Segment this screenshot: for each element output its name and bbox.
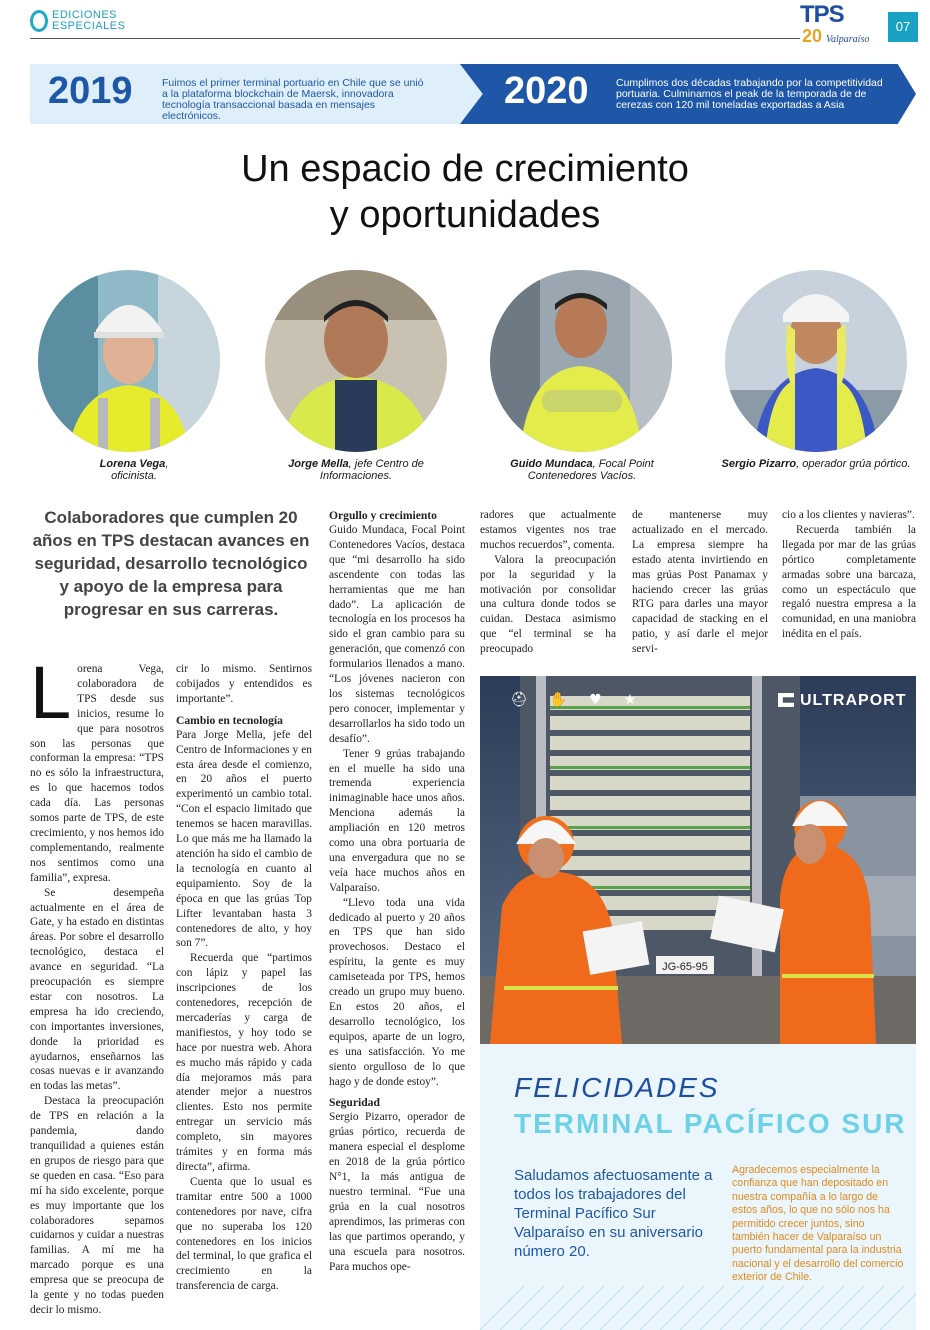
article-column-6 bbox=[782, 508, 916, 658]
drop-cap: L bbox=[30, 662, 72, 734]
ultraport-logo-icon bbox=[778, 693, 794, 707]
paragraph: Valora la preocupación por la seguridad y la motivación por consolidar una cultura donde todos se cuidan. Destaca asimismo que “el terminal se ha preocupado bbox=[480, 553, 616, 656]
tps-logo-years: 20 bbox=[802, 26, 823, 46]
ultraport-logo bbox=[778, 692, 906, 710]
brand-line-1: EDICIONES bbox=[52, 9, 118, 21]
caption-role: operador grúa pórtico. bbox=[802, 458, 911, 470]
header-divider bbox=[30, 38, 800, 39]
ad-headline-2: TERMINAL PACÍFICO SUR bbox=[514, 1108, 907, 1139]
ad-decorative-pattern bbox=[480, 1286, 916, 1330]
timeline-2019-text: Fuimos el primer terminal portuario en Chile que se unió a la plataforma blockchain de Maersk, innovadora tecnología transaccional basada en mensajes electrónicos. bbox=[162, 77, 424, 122]
ad-photo bbox=[480, 676, 916, 1044]
timeline-banner bbox=[30, 64, 916, 124]
year-2019: 2019 bbox=[48, 70, 133, 112]
care-icon: ♥ bbox=[589, 692, 602, 708]
paragraph: Destaca la preocupación de TPS en relación a la pandemia, dando tranquilidad a quienes están en grupos de riesgo para que se queden en casa. “Eso para mí ha sido excelente, porque es muy importante que los colaboradores sepamos cuidarnos y cuidar a nuestras familias. A mí me ha marcado porque es una empresa que se preocupa de la gente y no todas pueden decir lo mismo. bbox=[30, 1095, 164, 1316]
title-line-2: y oportunidades bbox=[329, 194, 601, 236]
ultraport-advertisement bbox=[480, 676, 916, 1330]
year-2020: 2020 bbox=[504, 70, 589, 112]
tps-logo-city: Valparaíso bbox=[826, 34, 870, 45]
tps-20-logo bbox=[800, 1, 880, 48]
caption-role: jefe Centro de Informaciones. bbox=[319, 458, 424, 482]
caption-name: Sergio Pizarro bbox=[721, 458, 797, 470]
page-number: 07 bbox=[888, 12, 918, 42]
timeline-2020-text: Cumplimos dos décadas trabajando por la competitividad portuaria. Culminamos el peak de la temporada de de cerezas con 120 mil toneladas exportadas a Asia bbox=[616, 77, 883, 111]
ad-headline-1: FELICIDADES bbox=[514, 1072, 720, 1103]
paragraph: cir lo mismo. Sentirnos cobijados y entendidos es importante”. bbox=[176, 663, 312, 705]
section-brand bbox=[52, 10, 125, 32]
caption-guido-mundaca: Guido Mundaca, Focal Point Contenedores Vacíos. bbox=[510, 458, 654, 482]
paragraph: Tener 9 grúas trabajando en el muelle ha sido una tremenda experiencia inimaginable hace unos años. Menciona además la ampliación en 120 metros como una obra portuaria de una envergadura que no se veía hace muchos años en Valparaíso. bbox=[329, 747, 465, 894]
article-column-4 bbox=[480, 508, 616, 658]
paragraph: Cuenta que lo usual es tramitar entre 500 a 1000 contenedores por nave, cifra que no superaba los 120 contenedores en los inicios del terminal, lo que grafica el crecimiento en la transferencia de carga. bbox=[176, 1175, 312, 1293]
helmet-icon: ⛑ bbox=[510, 692, 528, 708]
article-column-3 bbox=[329, 508, 465, 1330]
paragraph: “Llevo toda una vida dedicado al puerto y 20 años en TPS que han sido provechosos. Destaco el espíritu, la gente es muy camiseteada por TPS, hemos creado un grupo muy bueno. En estos 20 años, el desarrollo tecnológico, los equipos, aparte de un logro, es una satisfacción. Yo me siento orgulloso de lo que hago y de donde estoy”. bbox=[329, 896, 465, 1088]
article-column-5 bbox=[632, 508, 768, 658]
caption-name: Guido Mundaca bbox=[510, 458, 593, 470]
paragraph: radores que actualmente estamos vigentes nos trae muchos recuerdos”, comenta. bbox=[480, 509, 616, 551]
ad-icon-row bbox=[510, 692, 636, 708]
paragraph: Se desempeña actualmente en el área de Gate, y ha estado en distintas áreas. Por sobre el desarrollo tecnológico, destaca el avance en seguridad. “La preocupación es siempre estar con nosotros. La empresa ha ido creciendo, con importantes inversiones, donde la prioridad es ayudarnos, enseñarnos las cosas nuevas e ir avanzando en todas las metas”. bbox=[30, 886, 164, 1093]
subheading: Cambio en tecnología bbox=[176, 713, 283, 727]
portrait-lorena-vega bbox=[38, 270, 220, 452]
portrait-jorge-mella bbox=[265, 270, 447, 452]
ediciones-logo-icon bbox=[30, 10, 48, 32]
portrait-guido-mundaca bbox=[490, 270, 672, 452]
caption-name: Lorena Vega bbox=[99, 458, 166, 470]
article-lead: Colaboradores que cumplen 20 años en TPS destacan avances en seguridad, desarrollo tecnológico y apoyo de la empresa para progresar en sus carreras. bbox=[32, 508, 310, 619]
portrait-sergio-pizarro bbox=[725, 270, 907, 452]
paragraph: Para Jorge Mella, jefe del Centro de Informaciones y en esta área desde el comienzo, en 20 años el puerto experimentó un cambio total. “Con el espacio limitado que tenemos se hacen maravillas. Lo que más me ha llamado la atención ha sido el cambio de la tecnología en cuanto al equipamiento. Soy de la época en que las grúas Top Lifter levantaban hasta 3 contenedores de alto, y hoy son 7”. bbox=[176, 728, 312, 950]
caption-role: Focal Point Contenedores Vacíos. bbox=[527, 458, 654, 482]
article-column-1 bbox=[30, 662, 164, 1330]
tps-logo-text: TPS bbox=[800, 1, 844, 28]
page-header bbox=[0, 0, 930, 50]
subheading: Orgullo y crecimiento bbox=[329, 509, 437, 522]
paragraph: orena Vega, colaboradora de TPS desde sus inicios, resume lo que para nosotros son las personas que conforman la empresa: “TPS no es sólo la infraestructura, es lo que hacemos todos cada día. Las personas somos parte de TPS, de este crecimiento, y nos hemos ido complementando, realmente nos sentimos como una familia”, expresa. bbox=[30, 663, 164, 884]
caption-lorena-vega: Lorena Vega, oficinista. bbox=[99, 458, 169, 482]
container-plate: JG-65-95 bbox=[662, 961, 708, 973]
ad-message-secondary: Agradecemos especialmente la confianza que han depositado en nuestra compañía a lo largo de estos años, lo que no sólo nos ha permitido crecer juntos, sino también hacer de Valparaíso un puerto fundamental para la industria nacional y el desarrollo del comercio exterior de Chile. bbox=[732, 1164, 904, 1284]
handshake-icon: ✋ bbox=[549, 692, 568, 708]
paragraph: Sergio Pizarro, operador de grúas pórtico, recuerda de manera especial el desplome en 2018 de la grúa pórtico N°1, la más antigua de nuestro terminal. “Fue una grúa en la cual nosotros aprendimos, las primeras con las que partimos operando, y una escuela para nosotros. Para muchos ope- bbox=[329, 1111, 465, 1273]
caption-sergio-pizarro: Sergio Pizarro, operador grúa pórtico. bbox=[721, 458, 911, 470]
paragraph: Recuerda también la llegada por mar de las grúas pórtico completamente armadas sobre una barcaza, como un espectáculo que regaló nuestra empresa a la comunidad, en una maniobra inédita en el país. bbox=[782, 523, 916, 641]
title-line-1: Un espacio de crecimiento bbox=[241, 148, 689, 190]
paragraph: Guido Mundaca, Focal Point Contenedores Vacíos, destaca que “mi desarrollo ha sido ascendente con todas las herramientas que me han dado”. La aplicación de tecnología en los procesos ha sido el gran cambio para su generación, que comenzó con formularios llenados a mano. “Los jóvenes nacieron con los sistemas tecnológicos pero conocer, implementar y desarrollarlos ha sido todo un desafío”. bbox=[329, 524, 465, 745]
ad-message: Saludamos afectuosamente a todos los trabajadores del Terminal Pacífico Sur Valparaíso en su aniversario número 20. bbox=[514, 1167, 713, 1260]
article-title bbox=[120, 146, 810, 238]
subheading: Seguridad bbox=[329, 1096, 380, 1110]
caption-role: oficinista. bbox=[111, 470, 157, 482]
paragraph: cio a los clientes y navieras”. bbox=[782, 509, 915, 521]
paragraph: de mantenerse muy actualizado en el mercado. La empresa siempre ha estado atenta invirtiendo en mas grúas Post Panamax y haciendo crecer las grúas RTG para darles una mayor capacidad de stacking en el patio, y así darle el mejor servi- bbox=[632, 509, 768, 656]
brand-line-2: ESPECIALES bbox=[52, 20, 126, 32]
article-column-2 bbox=[176, 662, 312, 1330]
star-icon: ★ bbox=[623, 692, 637, 708]
ultraport-brand: ULTRAPORT bbox=[800, 692, 907, 709]
paragraph: Recuerda que “partimos con lápiz y papel las inscripciones de los contenedores, recepción de mercaderías y carga de manifiestos, y hoy todo se hace por nuestra web. Ahora es mucho más rápido y cada día mejoramos más para atender mejor a nuestros clientes. Esto nos permite entregar un servicio más completo, sin mayores trámites y en forma más directa”, afirma. bbox=[176, 952, 312, 1173]
caption-name: Jorge Mella bbox=[288, 458, 349, 470]
caption-jorge-mella: Jorge Mella, jefe Centro de Informaciones. bbox=[288, 458, 424, 482]
